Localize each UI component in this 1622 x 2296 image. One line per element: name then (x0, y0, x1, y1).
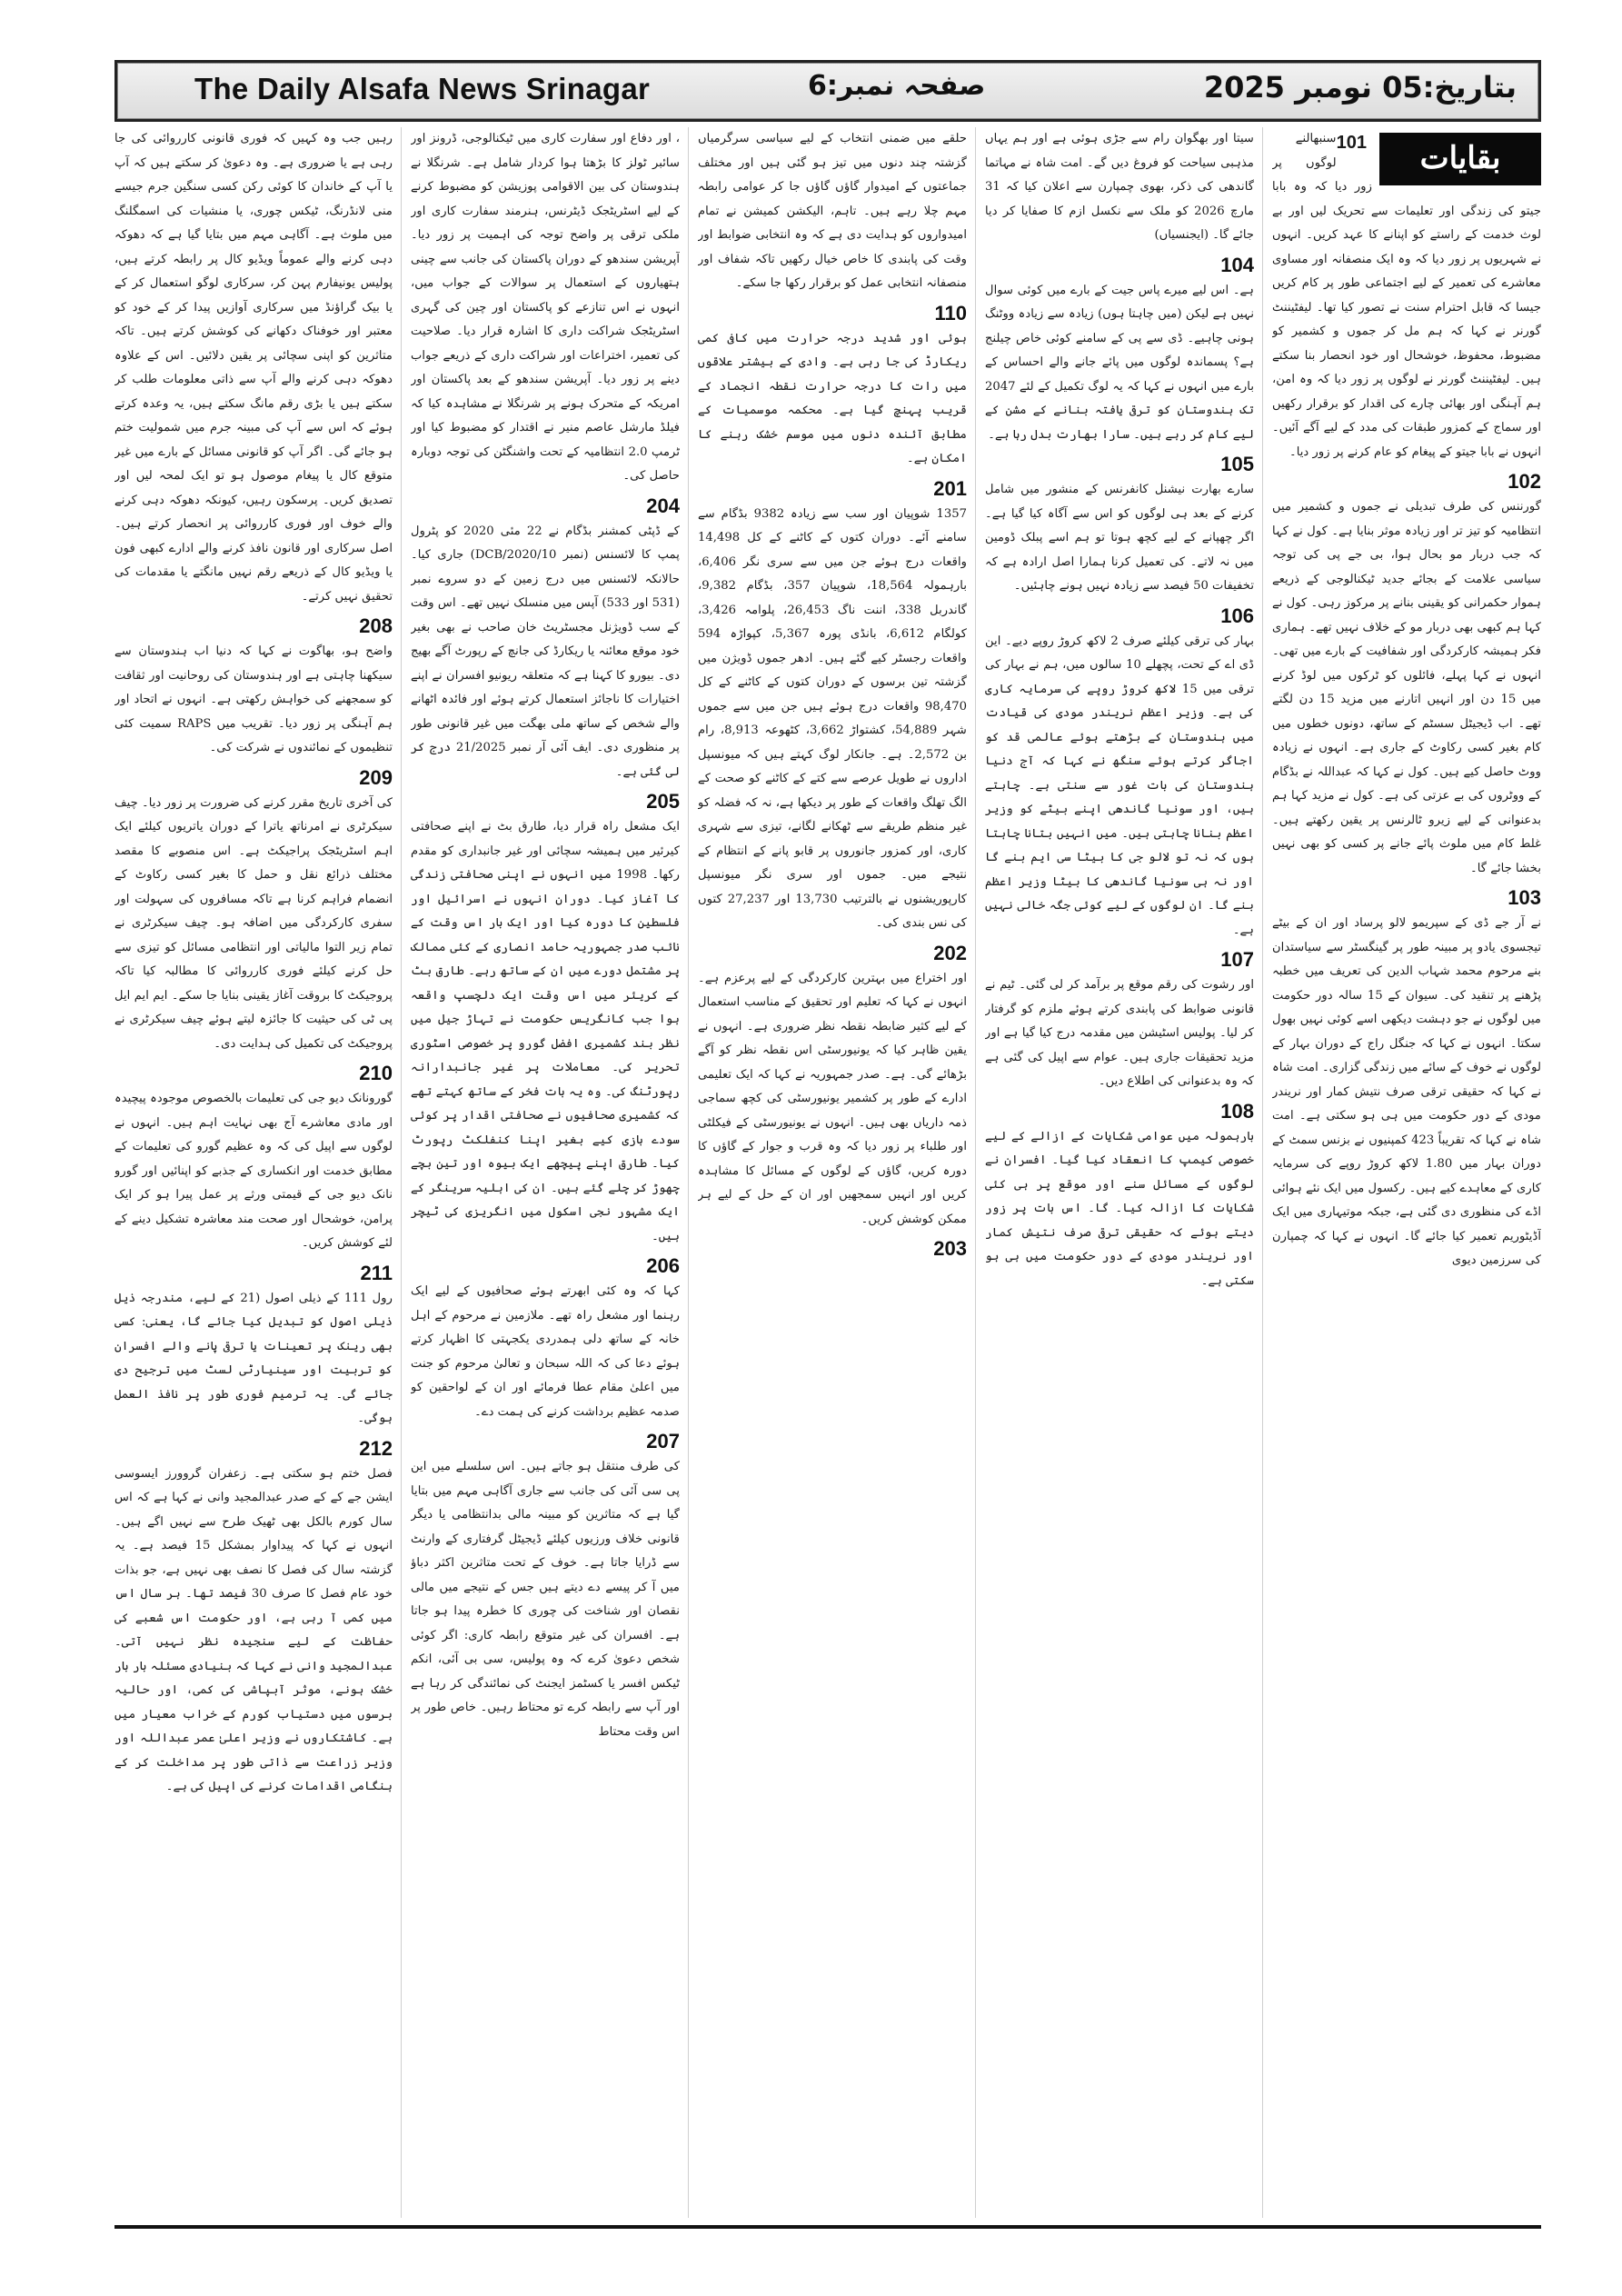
column-divider (975, 127, 976, 2218)
article-text: اور رشوت کی رقم موقع پر برآمد کر لی گئی۔ ٹیم نے قانونی ضوابط کی پابندی کرتے ہوئے ملزم کو گرفتار کر لیا۔ پولیس اسٹیشن میں مقدمہ درج کیا گیا ہے اور مزید تحقیقات جاری ہیں۔ عوام سے اپیل کی گئی ہے کہ وہ بدعنوانی کی اطلاع دیں۔ (985, 978, 1254, 1088)
article-text: حلقے میں ضمنی انتخاب کے لیے سیاسی سرگرمیاں گزشتہ چند دنوں میں تیز ہو گئی ہیں اور مختلف جماعتوں کے امیدوار گاؤں گاؤں جا کر عوامی رابطہ مہم چلا رہے ہیں۔ تاہم، الیکشن کمیشن نے تمام امیدواروں کو ہدایت دی ہے کہ وہ انتخابی ضوابط اور وقت کی پابندی کا خاص خیال رکھیں تاکہ شفاف اور منصفانہ انتخابی عمل کو برقرار رکھا جا سکے۔ (698, 132, 967, 290)
section-number: 211 (360, 1261, 393, 1284)
article-text: کے ڈپٹی کمشنر بڈگام نے 22 مئی 2020 کو پٹرول پمپ کا لائسنس (نمبر DCB/2020/10) جاری کیا۔ حالانکہ لائسنس میں درج زمین کے دو سروے نمبر (531 اور 533) آپس میں منسلک نہیں تھے۔ اس وقت کے سب ڈویژنل مجسٹریٹ خان صاحب نے بھی بغیر خود موقع معائنہ یا ریکارڈ کی جانچ کے رپورٹ آگے بھیج دی۔ بیورو کا کہنا ہے کہ متعلقہ ریونیو افسران نے اپنے اختیارات کا ناجائز استعمال کرتے ہوئے اور فائدہ اٹھانے والے شخص کے ساتھ ملی بھگت میں غیر قانونی طور پر منظوری دی۔ ایف آئی آر نمبر 21/2025 درج کر لی گئی ہے۔ (411, 524, 680, 779)
section-number: 105 (1220, 453, 1254, 475)
banner-title: بقایات (1379, 133, 1541, 185)
article-text: نے آر جے ڈی کے سپریمو لالو پرساد اور ان کے بیٹے تیجسوی یادو پر مبینہ طور پر گینگسٹر سے سیاستدان بنے مرحوم محمد شہاب الدین کی تعریف میں خطبہ پڑھنے پر تنقید کی۔ سیوان کے 15 سالہ دور حکومت میں لوگوں نے جو دہشت دیکھی اسے کوئی نہیں بھول سکتا۔ انہوں نے کہا کہ جنگل راج کے دوران بہار کے لوگوں نے خوف کے سائے میں زندگی گزاری۔ امت شاہ نے کہا کہ حقیقی ترقی صرف نتیش کمار اور نریندر مودی کے دور حکومت میں ہی ہو سکتی ہے۔ امت شاہ نے کہا کہ تقریباً 423 کمپنیوں نے بزنس سمٹ کے دوران بہار میں 1.80 لاکھ کروڑ روپے کی سرمایہ کاری کے معاہدے کیے ہیں۔ رکسول میں ایک نئے ہوائی اڈے کی منظوری دی گئی ہے، جبکہ موتیہاری میں ایک آڈیٹوریم تعمیر کیا جائے گا۔ انہوں نے کہا کہ چمپارن کی سرزمین دیوی (1272, 916, 1541, 1267)
article-text: کہا کہ وہ کئی ابھرتے ہوئے صحافیوں کے لیے ایک رہنما اور مشعل راہ تھے۔ ملازمین نے مرحوم کے اہل خانہ کے ساتھ دلی ہمدردی یکجہتی کا اظہار کرتے ہوئے دعا کی کہ اللہ سبحان و تعالیٰ مرحوم کو جنت میں اعلیٰ مقام عطا فرمائے اور ان کے لواحقین کو صدمہ عظیم برداشت کرنے کی ہمت دے۔ (411, 1284, 680, 1419)
section-number: 101 (1336, 133, 1367, 153)
column-5 (114, 127, 393, 2218)
article-text: بہار کی ترقی کیلئے صرف 2 لاکھ کروڑ روپے دیے۔ این ڈی اے کے تحت، پچھلے 10 سالوں میں، ہم نے بہار کی ترقی میں 15 لاکھ کروڑ روپے کی سرمایہ کاری کی ہے۔ وزیر اعظم نریندر مودی کی قیادت میں ہندوستان کے بڑھتے ہوئے عالمی قد کو اجاگر کرتے ہوئے سنگھ نے کہا کہ آج دنیا ہندوستان کی بات غور سے سنتی ہے۔ چاہتے ہیں، اور سونیا گاندھی اپنے بیٹے کو وزیر اعظم بنانا چاہتی ہیں۔ میں انہیں بتانا چاہتا ہوں کہ نہ تو لالو جی کا بیٹا سی ایم بنے گا اور نہ ہی سونیا گاندھی کا بیٹا وزیر اعظم بنے گا۔ ان لوگوں کے لیے کوئی جگہ خالی نہیں ہے۔ (985, 634, 1254, 937)
section-number: 102 (1508, 470, 1541, 493)
section-number: 108 (1220, 1099, 1254, 1123)
article-text: سنبھالنے لوگوں پر زور دیا کہ وہ بابا جیتو کی زندگی اور تعلیمات سے تحریک لیں اور بے لوث خدمت کے راستے کو اپنانے کا عہد کریں۔ انہوں نے شہریوں پر زور دیا کہ وہ ایک منصفانہ اور مساوی معاشرے کی تعمیر کے لیے اجتماعی طور پر کام کریں جیسا کہ قابل احترام سنت نے تصور کیا تھا۔ لیفٹیننٹ گورنر نے کہا کہ ہم مل کر جموں و کشمیر کو مضبوط، محفوظ، خوشحال اور خود انحصار بنا سکتے ہیں۔ لیفٹیننٹ گورنر نے لوگوں پر زور دیا کہ وہ امن، ہم آہنگی اور بھائی چارے کی اقدار کو برقرار رکھیں اور سماج کے کمزور طبقات کی مدد کے لیے آگے آئیں۔ انہوں نے بابا جیتو کے پیغام کو عام کرنے پر زور دیا۔ (1272, 132, 1541, 459)
page-body (114, 127, 1541, 2227)
section-number: 207 (646, 1430, 680, 1452)
issue-date: بتاریخ:05 نومبر 2025 (1203, 70, 1517, 105)
article-text: ہوئی اور شدید درجہ حرارت میں کافی کمی ریکارڈ کی جا رہی ہے۔ وادی کے بیشتر علاقوں میں رات کا درجہ حرارت نقطہ انجماد کے قریب پہنچ گیا ہے۔ محکمہ موسمیات کے مطابق آئندہ دنوں میں موسم خشک رہنے کا امکان ہے۔ (698, 331, 967, 465)
article-text: رول 111 کے ذیلی اصول (21 کے لیے، مندرجہ ذیل ذیلی اصول کو تبدیل کیا جائے گا، یعنی: کسی بھی رینک پر تعینات یا ترقی پانے والے افسران کو تربیت اور سینیارٹی لسٹ میں ترجیح دی جائے گی۔ یہ ترمیم فوری طور پر نافذ العمل ہوگی۔ (114, 1291, 393, 1425)
article-text: کی طرف منتقل ہو جاتے ہیں۔ اس سلسلے میں این پی سی آئی کی جانب سے جاری آگاہی مہم میں بتایا گیا ہے کہ متاثرین کو مبینہ مالی بدانتظامی یا دیگر قانونی خلاف ورزیوں کیلئے ڈیجیٹل گرفتاری کے وارنٹ سے ڈرایا جاتا ہے۔ خوف کے تحت متاثرین اکثر دباؤ میں آ کر پیسے دے دیتے ہیں جس کے نتیجے میں مالی نقصان اور شناخت کی چوری کا خطرہ پیدا ہو جاتا ہے۔ افسران کی غیر متوقع رابطہ کاری: اگر کوئی شخص دعویٰ کرے کہ وہ پولیس، سی بی آئی، انکم ٹیکس افسر یا کسٹمز ایجنٹ کی نمائندگی کر رہا ہے اور آپ سے رابطہ کرے تو محتاط رہیں۔ خاص طور پر اس وقت محتاط (411, 1460, 680, 1739)
article-text: ہے۔ اس لیے میرے پاس جیت کے بارے میں کوئی سوال نہیں ہے لیکن (میں چاہتا ہوں) زیادہ سے زیادہ ووٹنگ ہونی چاہیے۔ ڈی سے پی کے سامنے کوئی خاص چیلنج ہے؟ پسماندہ لوگوں میں پائے جانے والے احساس کے بارے میں انہوں نے کہا کہ یہ لوگ تکمیل کے لئے 2047 تک ہندوستان کو ترقی یافتہ بنانے کے مشن کے لیے کام کر رہے ہیں۔ سارا بھارت بدل رہا ہے۔ (985, 283, 1254, 442)
column-divider (1262, 127, 1263, 2218)
section-number: 205 (646, 790, 680, 813)
column-4 (411, 127, 680, 2218)
article-text: کی آخری تاریخ مقرر کرنے کی ضرورت پر زور دیا۔ چیف سیکرٹری نے امرناتھ یاترا کے دوران یاتریوں کیلئے ایک اہم اسٹریٹجک پراجیکٹ ہے۔ اس منصوبے کا مقصد مختلف ذرائع نقل و حمل کا بغیر کسی رکاوٹ کے انضمام فراہم کرنا ہے تاکہ مسافروں کی سہولت اور سفری کارکردگی میں اضافہ ہو۔ چیف سیکرٹری نے تمام زیر التوا مالیاتی اور انتظامی مسائل کو تیزی سے حل کرنے کیلئے فوری کارروائی کا مطالبہ کیا تاکہ پروجیکٹ کا بروقت آغاز یقینی بنایا جا سکے۔ ایم ایم ایل پی ٹی کی حیثیت کا جائزہ لیتے ہوئے چیف سیکرٹری نے پروجیکٹ کی تکمیل کی ہدایت دی۔ (114, 795, 393, 1051)
article-text: سارے بھارت نیشنل کانفرنس کے منشور میں شامل کرنے کے بعد ہی لوگوں کو اس سے آگاہ کیا گیا ہے۔ اگر چھپانے کے لیے کچھ ہوتا تو ہم اسے پبلک ڈومین میں نہ لاتے۔ کی تعمیل کرنا ہمارا اصل ارادہ ہے کہ تخفیفات 50 فیصد سے زیادہ نہیں ہونے چاہئیں۔ (985, 483, 1254, 593)
article-text: ، اور دفاع اور سفارت کاری میں ٹیکنالوجی، ڈرونز اور سائبر ٹولز کا بڑھتا ہوا کردار شامل ہے۔ شرنگلا نے ہندوستان کی بین الاقوامی پوزیشن کو مضبوط کرنے کے لیے اسٹریٹجک ڈیٹرنس، ہنرمند سفارت کاری اور ملکی ترقی پر واضح توجہ کی اہمیت پر زور دیا۔ آپریشن سندھو کے دوران پاکستان کی جانب سے چینی ہتھیاروں کے استعمال پر سوالات کے جواب میں، انہوں نے اس تنازعے کو پاکستان اور چین کی گہری اسٹریٹجک شراکت داری کا اشارہ قرار دیا۔ صلاحیت کی تعمیر، اختراعات اور شراکت داری کے ذریعے جواب دینے پر زور دیا۔ آپریشن سندھو کے بعد پاکستان اور امریکہ کے متحرک ہونے پر شرنگلا نے مشاہدہ کیا کہ فیلڈ مارشل عاصم منیر نے اقتدار کو مضبوط کیا اور ٹرمپ 2.0 انتظامیہ کے تحت واشنگٹن کی توجہ دوبارہ حاصل کی۔ (411, 132, 680, 483)
newspaper-title: The Daily Alsafa News Srinagar (194, 72, 651, 105)
article-text: 1357 شوپیان اور سب سے زیادہ 9382 بڈگام سے سامنے آئے۔ دوران کتوں کے کاٹنے کے کل 14,498 واقعات درج ہوئے جن میں سے سری نگر 6,406، بارہمولہ 18,564، شوپیان 357، بڈگام 9,382، گاندربل 338، اننت ناگ 26,453، پلوامہ 3,426، کولگام 6,612، بانڈی پورہ 5,367، کپواڑہ 594 واقعات رجسٹر کیے گئے ہیں۔ ادھر جموں ڈویژن میں گزشتہ تین برسوں کے دوران کتوں کے کاٹنے کے کل 98,470 واقعات درج ہوئے ہیں جن میں سے جموں شہر 54,889، کشتواڑ 3,662، کٹھوعہ 8,913، رام بن 2,572۔ ہے۔ جانکار لوگ کہتے ہیں کہ میونسپل اداروں نے طویل عرصے سے کتے کے کاٹنے کو صحت کے الگ تھلگ واقعات کے طور پر دیکھا ہے، نہ کہ فضلہ کو غیر منظم طریقے سے ٹھکانے لگانے، تیزی سے شہری کاری، اور کمزور جانوروں پر قابو پانے کے انتظام کے نتیجے میں۔ جموں اور سری نگر میونسپل کارپوریشنوں نے بالترتیب 13,730 اور 27,237 کتوں کی نس بندی کی۔ (698, 506, 967, 930)
article-text: بارہمولہ میں عوامی شکایات کے ازالے کے لیے خصوصی کیمپ کا انعقاد کیا گیا۔ افسران نے لوگوں کے مسائل سنے اور موقع پر ہی کئی شکایات کا ازالہ کیا۔ گا۔ اس بات پر زور دیتے ہوئے کہ حقیقی ترقی صرف نتیش کمار اور نریندر مودی کے دور حکومت میں ہی ہو سکتی ہے۔ (985, 1129, 1254, 1288)
bottom-rule (114, 2225, 1541, 2229)
masthead (114, 60, 1541, 122)
section-number: 206 (646, 1254, 680, 1277)
column-1 (1272, 127, 1541, 2218)
article-text: اور اختراع میں بہترین کارکردگی کے لیے پرعزم ہے۔ انہوں نے کہا کہ تعلیم اور تحقیق کے مناسب استعمال کے لیے کثیر ضابطہ نقطہ نظر ضروری ہے۔ انہوں نے یقین ظاہر کیا کہ یونیورسٹی اس نقطہ نظر کو آگے بڑھائے گی۔ ہے۔ صدر جمہوریہ نے کہا کہ ایک تعلیمی ادارے کے طور پر کشمیر یونیورسٹی کی کچھ سماجی ذمہ داریاں بھی ہیں۔ انہوں نے یونیورسٹی کے فیکلٹی اور طلباء پر زور دیا کہ وہ قرب و جوار کے گاؤں کا دورہ کریں، گاؤں کے لوگوں کے مسائل کا مشاہدہ کریں اور انہیں سمجھیں اور ان کے حل کے لیے ہر ممکن کوشش کریں۔ (698, 971, 967, 1226)
article-text: رہیں جب وہ کہیں کہ فوری قانونی کارروائی کی جا رہی ہے یا ضروری ہے۔ وہ دعویٰ کر سکتے ہیں کہ آپ یا آپ کے خاندان کا کوئی رکن کسی سنگین جرم جیسے منی لانڈرنگ، ٹیکس چوری، یا منشیات کی اسمگلنگ میں ملوث ہے۔ آگاہی مہم میں بتایا گیا ہے کہ دھوکہ دہی کرنے والے عموماً ویڈیو کال پر رابطہ کرتے ہیں، پولیس یونیفارم پہن کر، سرکاری لوگو استعمال کر کے یا بیک گراؤنڈ میں سرکاری آوازیں پیدا کر کے خود کو معتبر اور خوفناک دکھانے کی کوشش کرتے ہیں۔ تاکہ متاثرین کو اپنی سچائی پر یقین دلائیں۔ اس کے علاوہ دھوکہ دہی کرنے والے آپ سے ذاتی معلومات طلب کر سکتے ہیں یا بڑی رقم مانگ سکتے ہیں، یہ وعدہ کرتے ہوئے کہ اس سے آپ کی مبینہ جرم میں شمولیت ختم ہو جائے گی۔ اگر آپ کو قانونی مسائل کے بارے میں غیر متوقع کال یا پیغام موصول ہو تو ایک لمحہ لیں اور تصدیق کریں۔ پرسکون رہیں، کیونکہ دھوکہ دہی کرنے والے خوف اور فوری کارروائی پر انحصار کرتے ہیں۔ اصل سرکاری اور قانون نافذ کرنے والے ادارے کبھی فون یا ویڈیو کال کے ذریعے رقم نہیں مانگتے یا مقدمات کی تحقیق نہیں کرتے۔ (114, 132, 393, 604)
article-text: گورونانک دیو جی کی تعلیمات بالخصوص موجودہ پیچیدہ اور مادی معاشرے آج بھی نہایت اہم ہیں۔ انہوں نے لوگوں سے اپیل کی کہ وہ عظیم گورو کی تعلیمات کے مطابق خدمت اور انکساری کے جذبے کو اپنائیں اور گورو نانک دیو جی کے قیمتی ورثے پر عمل پیرا ہو کر ایک پرامن، خوشحال اور صحت مند معاشرہ تشکیل دینے کے لئے کوشش کریں۔ (114, 1092, 393, 1250)
article-text: واضح ہو، بھاگوت نے کہا کہ دنیا اب ہندوستان سے سیکھنا چاہتی ہے اور ہندوستان کی روحانیت اور ثقافت کو سمجھنے کی خواہش رکھتی ہے۔ انہوں نے اتحاد اور ہم آہنگی پر زور دیا۔ تقریب میں RAPS سمیت کئی تنظیموں کے نمائندوں نے شرکت کی۔ (114, 644, 393, 754)
section-number: 106 (1220, 604, 1254, 627)
column-divider (401, 127, 402, 2218)
section-number: 203 (933, 1237, 967, 1260)
section-number: 208 (359, 614, 393, 637)
section-number: 103 (1508, 886, 1541, 909)
section-number: 210 (359, 1062, 393, 1084)
section-number: 201 (933, 476, 967, 500)
article-text: گورننس کی طرف تبدیلی نے جموں و کشمیر میں انتظامیہ کو تیز تر اور زیادہ موثر بنایا ہے۔ کول نے کہا کہ جب دربار مو بحال ہوا، بی جے پی کی توجہ سیاسی علامت کے بجائے جدید ٹیکنالوجی کے ذریعے ہموار حکمرانی کو یقینی بنانے پر مرکوز رہی۔ کول نے کہا ہم کبھی بھی دربار مو کے خلاف نہیں تھے۔ ہماری فکر ہمیشہ کارکردگی اور شفافیت کے بارے میں تھی۔ انہوں نے کہا پہلے، فائلوں کو ٹرکوں میں لوڈ کرنے میں 15 دن اور انہیں اتارنے میں مزید 15 دن لگتے تھے۔ اب ڈیجیٹل سسٹم کے ساتھ، دونوں خطوں میں کام بغیر کسی رکاوٹ کے جاری ہے۔ انہوں نے زیادہ ووٹ حاصل کیے ہیں۔ کول نے کہا کہ عبداللہ نے بڈگام کے ووٹروں کی بے عزتی کی ہے۔ کول نے مزید کہا ہم بدعنوانی کے لیے زیرو ٹالرنس پر یقین رکھتے ہیں۔ غلط کام میں ملوث پائے جانے پر کسی کو بھی نہیں بخشا جائے گا۔ (1272, 500, 1541, 875)
section-number: 202 (933, 941, 967, 964)
section-number: 212 (359, 1436, 393, 1460)
section-number: 209 (359, 765, 393, 789)
article-text: فصل ختم ہو سکتی ہے۔ زعفران گروورز ایسوسی ایشن جے کے کے صدر عبدالمجید وانی نے کہا ہے کہ اس سال کورم بالکل بھی ٹھیک طرح سے نہیں اگے ہیں۔ انہوں نے کہا کہ پیداوار بمشکل 15 فیصد ہے۔ یہ گزشتہ سال کی فصل کا نصف بھی نہیں ہے، جو بذات خود عام فصل کا صرف 30 فیصد تھا۔ ہر سال اس میں کمی آ رہی ہے، اور حکومت اس شعبے کی حفاظت کے لیے سنجیدہ نظر نہیں آتی۔ عبدالمجید وانی نے کہا کہ بنیادی مسئلہ بار بار خشک ہونے، موثر آبپاشی کی کمی، اور حالیہ برسوں میں دستیاب کورم کے خراب معیار میں ہے۔ کاشتکاروں نے وزیر اعلیٰ عمر عبداللہ اور وزیر زراعت سے ذاتی طور پر مداخلت کر کے ہنگامی اقدامات کرنے کی اپیل کی ہے۔ (114, 1466, 393, 1793)
page-number: صفحہ نمبر:6 (808, 70, 986, 102)
section-number: 204 (646, 494, 680, 517)
article-text: ایک مشعل راہ قرار دیا، طارق بٹ نے اپنے صحافتی کیرئیر میں ہمیشہ سچائی اور غیر جانبداری کو مقدم رکھا۔ 1998 میں انہوں نے اپنی صحافتی زندگی کا آغاز کیا۔ دوران انہوں نے اسرائیل اور فلسطین کا دورہ کیا اور ایک بار اس وقت کے نائب صدر جمہوریہ حامد انصاری کے کئی ممالک پر مشتمل دورے میں ان کے ساتھ رہے۔ طارق بٹ کے کریئر میں اس وقت ایک دلچسپ واقعہ ہوا جب کانگریس حکومت نے تہاڑ جیل میں نظر بند کشمیری افضل گورو پر خصوصی اسٹوری تحریر کی۔ معاملات پر غیر جانبدارانہ رپورٹنگ کی۔ وہ یہ بات فخر کے ساتھ کہتے تھے کہ کشمیری صحافیوں نے صحافتی اقدار پر کوئی سودے بازی کیے بغیر اپنا کنفلکٹ رپورٹ کیا۔ طارق اپنے پیچھے ایک بیوہ اور تین بچے چھوڑ کر چلے گئے ہیں۔ ان کی اہلیہ سرینگر کے ایک مشہور نجی اسکول میں انگریزی کی ٹیچر ہیں۔ (411, 820, 680, 1243)
section-number: 110 (934, 301, 967, 324)
article-text: سیتا اور بھگوان رام سے جڑی ہوئی ہے اور ہم یہاں مذہبی سیاحت کو فروغ دیں گے۔ امت شاہ نے مہاتما گاندھی کی ذکر، بھوی چمپارن سے اعلان کیا کہ 31 مارچ 2026 کو ملک سے نکسل ازم کا صفایا کر دیا جائے گا۔ (ایجنسیاں) (985, 132, 1254, 242)
section-number: 107 (1220, 948, 1254, 971)
column-divider (688, 127, 689, 2218)
column-3 (698, 127, 967, 2218)
section-number: 104 (1220, 253, 1254, 276)
column-2 (985, 127, 1254, 2218)
